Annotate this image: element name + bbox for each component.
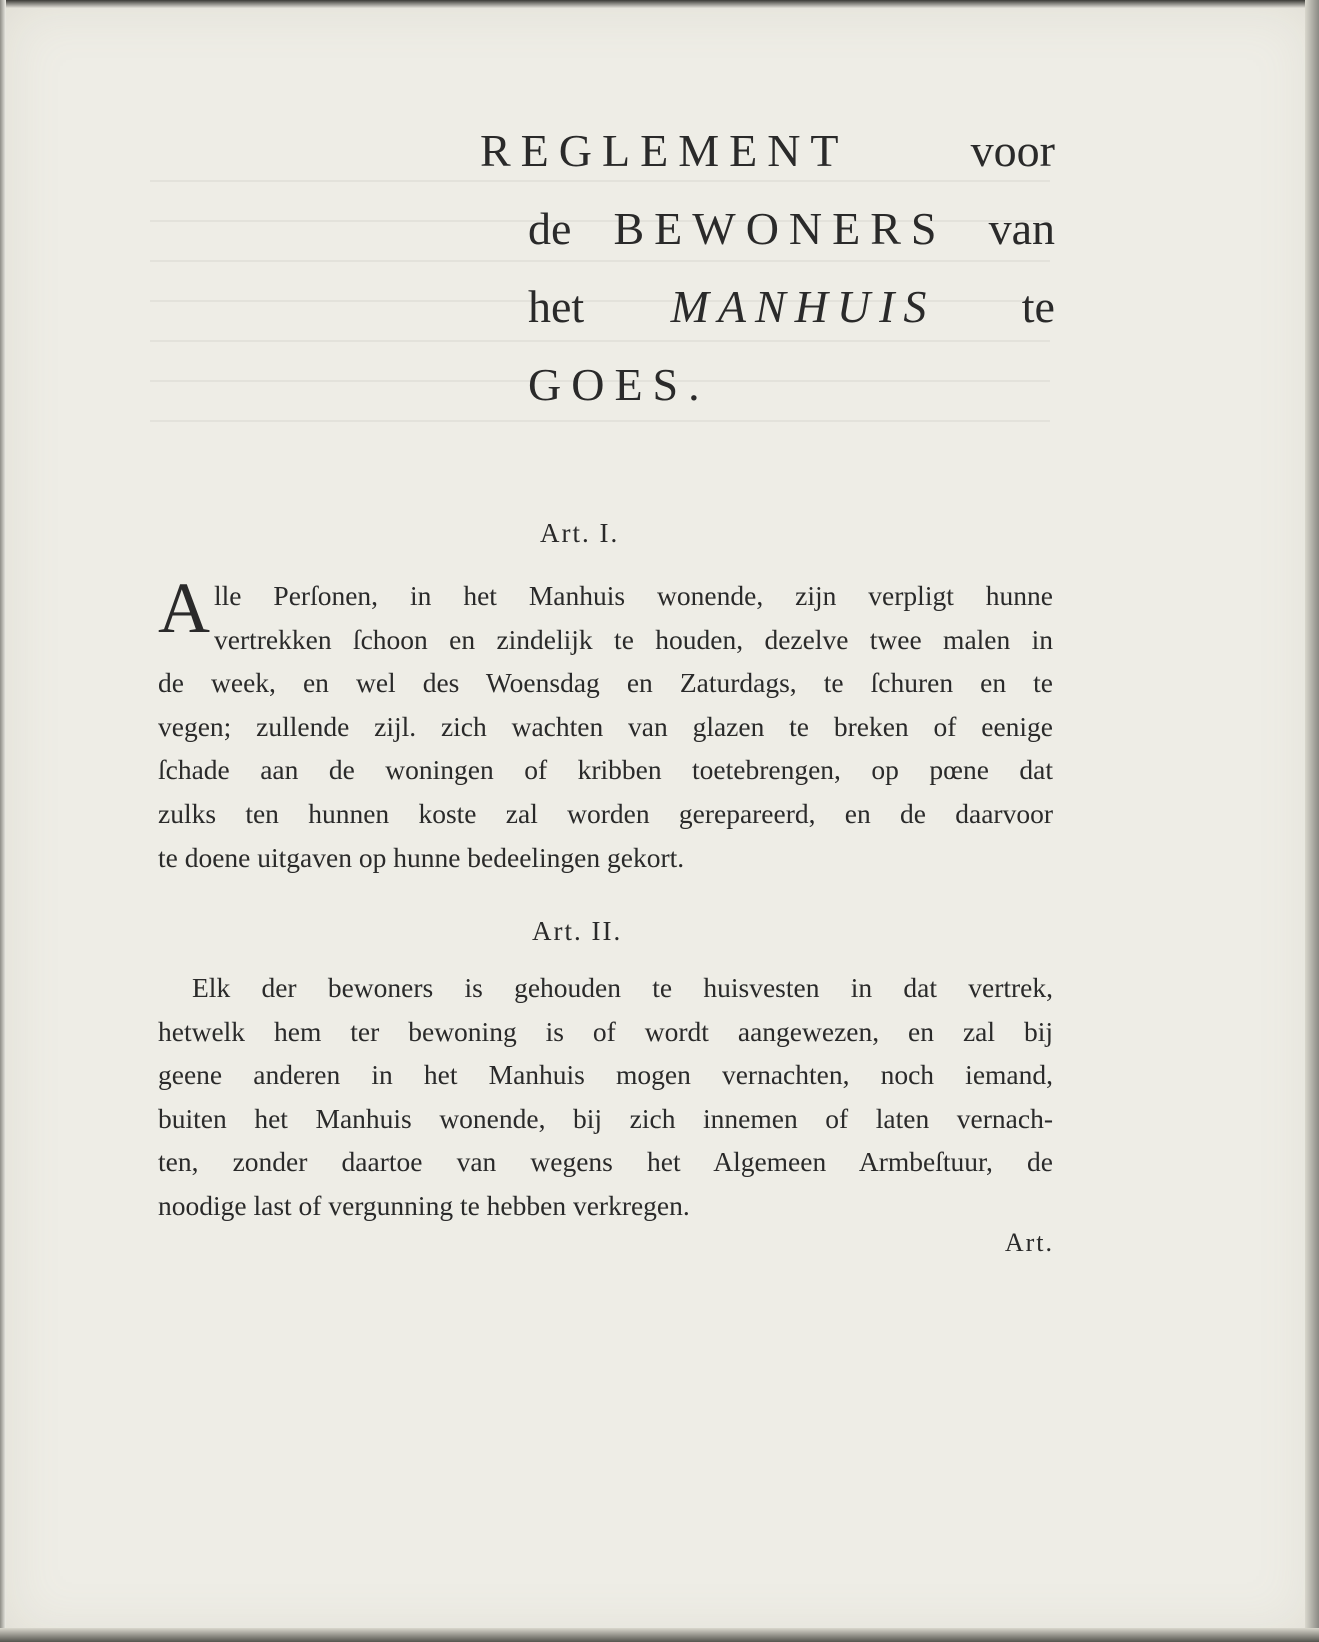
title-word-goes: GOES. xyxy=(528,359,710,410)
page-edge-right xyxy=(1305,0,1319,1642)
article-2-line: noodige last of vergunning te hebben verkregen. xyxy=(158,1189,690,1221)
document-title xyxy=(480,112,1055,424)
article-1-line: ſchade aan de woningen of kribben toetebrengen, op pœne dat xyxy=(158,754,1053,786)
article-1-line: vertrekken ſchoon en zindelijk te houden, dezelve twee malen in xyxy=(214,623,1053,655)
article-1-line: de week, en wel des Woensdag en Zaturdags, te ſchuren en te xyxy=(158,667,1053,699)
article-1-line: lle Perſonen, in het Manhuis wonende, zijn verpligt hunne xyxy=(214,580,1053,611)
catchword: Art. xyxy=(1004,1228,1054,1257)
title-word-bewoners: BEWONERS xyxy=(613,203,947,254)
page-edge-left xyxy=(0,0,6,1642)
page-edge-top xyxy=(0,0,1319,8)
article-1-line: te doene uitgaven op hunne bedeelingen gekort. xyxy=(158,841,685,873)
article-2-line: ten, zonder daartoe van wegens het Algemeen Armbeſtuur, de xyxy=(158,1146,1053,1178)
drop-cap-letter: A xyxy=(158,568,210,648)
title-line-3 xyxy=(480,268,1055,346)
title-word-voor: voor xyxy=(970,125,1055,176)
title-word-te: te xyxy=(1021,281,1055,332)
article-2-heading: Art. II. xyxy=(532,916,623,946)
article-2-line: buiten het Manhuis wonende, bij zich innemen of laten vernach- xyxy=(158,1102,1053,1134)
article-1-text xyxy=(158,568,1053,879)
article-2-line: Elk der bewoners is gehouden te huisvesten in dat vertrek, xyxy=(192,972,1053,1003)
title-word-manhuis: MANHUIS xyxy=(670,281,936,332)
title-word-van: van xyxy=(988,203,1055,254)
article-1-heading: Art. I. xyxy=(540,518,620,548)
article-2-text xyxy=(158,966,1053,1228)
title-word-reglement: REGLEMENT xyxy=(480,125,849,176)
article-2-line: geene anderen in het Manhuis mogen vernachten, noch iemand, xyxy=(158,1059,1053,1091)
article-1-line: zulks ten hunnen koste zal worden gerepareerd, en de daarvoor xyxy=(158,797,1053,829)
title-word-het: het xyxy=(528,281,585,332)
title-line-4 xyxy=(480,346,1055,424)
title-word-de: de xyxy=(528,203,572,254)
article-1-line: vegen; zullende zijl. zich wachten van glazen te breken of eenige xyxy=(158,710,1053,742)
title-line-1 xyxy=(480,112,1055,190)
title-line-2 xyxy=(480,190,1055,268)
article-2-line: hetwelk hem ter bewoning is of wordt aangewezen, en zal bij xyxy=(158,1015,1053,1047)
page-edge-bottom xyxy=(0,1628,1319,1642)
